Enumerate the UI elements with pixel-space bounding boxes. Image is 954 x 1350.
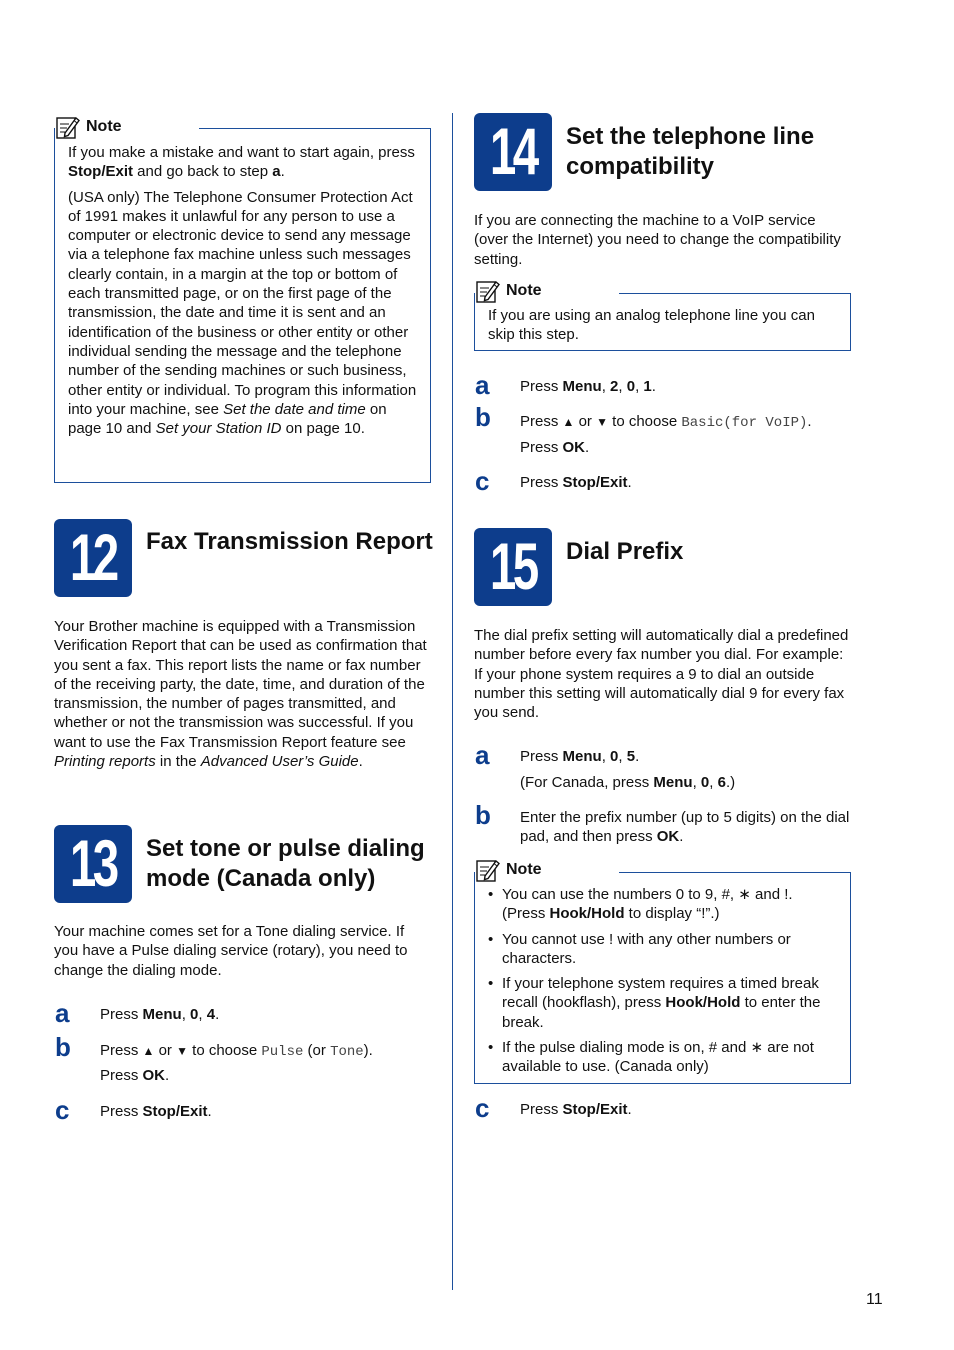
note-bullet: • If your telephone system requires a timed break recall (hookflash), press Hook/Hold to enter the break.	[488, 974, 836, 1032]
step-b-text: Enter the prefix number (up to 5 digits) on the dial pad, and then press OK.	[520, 809, 850, 846]
step-letter-c: c	[475, 1093, 490, 1123]
step-c-text: Press Stop/Exit.	[520, 1101, 632, 1118]
note-top-rule	[619, 293, 850, 294]
step-letter-a: a	[55, 998, 70, 1028]
step-a-text: Press Menu, 0, 5.	[520, 748, 640, 765]
note-body	[488, 885, 836, 1083]
down-arrow-icon: ▼	[596, 415, 608, 429]
step-b-text: Press ▲ or ▼ to choose Basic(for VoIP).	[520, 413, 812, 431]
section-body: If you are connecting the machine to a VoIP service (over the Internet) you need to change the compatibility setting.	[474, 212, 841, 268]
note-header	[476, 279, 550, 303]
note-pencil-icon	[56, 115, 80, 139]
section-title: Dial Prefix	[566, 538, 684, 565]
step-letter-b: b	[55, 1032, 71, 1062]
note-top-rule	[199, 128, 430, 129]
step-letter-b: b	[475, 800, 491, 830]
step-letter-b: b	[475, 402, 491, 432]
section-body: The dial prefix setting will automatically dial a predefined number before every fax number you dial. For example: If your phone system requires a 9 to dial an outside number this setting will automatically dial 9 for every fax you send.	[474, 627, 849, 722]
step-letter-c: c	[55, 1095, 70, 1125]
note-bullet: • If the pulse dialing mode is on, # and ∗ are not available to use. (Canada only)	[488, 1038, 836, 1077]
step-c-text: Press Stop/Exit.	[100, 1103, 212, 1120]
note-bullet: • You cannot use ! with any other numbers or characters.	[488, 930, 836, 969]
section-title: Set the telephone line compatibility	[566, 123, 815, 180]
section-title: Set tone or pulse dialing mode (Canada only)	[146, 835, 425, 892]
link-printing-reports[interactable]: Printing reports	[54, 753, 156, 771]
up-arrow-icon: ▲	[562, 415, 575, 429]
step-c-text: Press Stop/Exit.	[520, 474, 632, 491]
section-body: Your Brother machine is equipped with a Transmission Verification Report that can be used as confirmation that you sent a fax. This report lists the name or fax number of the receiving party, the date, time, and duration of the transmission, the number of pages transmitted, and whether or not the transmission was successful. If you want to use the Fax Transmission Report feature see Printing reports in the Advanced User’s Guide.	[54, 618, 427, 771]
note-body: If you are using an analog telephone line you can skip this step.	[488, 307, 815, 344]
step-letter-c: c	[475, 466, 490, 496]
section-title: Fax Transmission Report	[146, 528, 433, 555]
step-number-badge: 14	[474, 113, 552, 191]
step-letter-a: a	[475, 370, 490, 400]
note-header	[56, 115, 130, 139]
note-paragraph: (USA only) The Telephone Consumer Protection Act of 1991 makes it unlawful for any person to use a computer or electronic device to send any message via a telephone fax machine unless such messages clearly contain, in a margin at the top or bottom of each transmitted page, or on the first page of the transmission, the date and time it is sent and an identification of the business or other entity or other individual sending the message and the telephone number of the sending machines or such business, other entity or individual. To program this information into your machine, see Set the date and time on page 10 and Set your Station ID on page 10.	[68, 188, 417, 438]
note-pencil-icon	[476, 858, 500, 882]
note-pencil-icon	[476, 279, 500, 303]
link-set-station-id[interactable]: Set your Station ID	[155, 420, 282, 438]
note-top-rule	[619, 872, 850, 873]
step-b-press-ok: Press OK.	[100, 1067, 170, 1084]
step-number-badge: 13	[54, 825, 132, 903]
note-header	[476, 858, 550, 882]
step-letter-a: a	[475, 740, 490, 770]
step-b-text: Press ▲ or ▼ to choose Pulse (or Tone).	[100, 1042, 373, 1060]
column-divider	[452, 113, 453, 1290]
step-a-canada: (For Canada, press Menu, 0, 6.)	[520, 774, 736, 791]
section-body: Your machine comes set for a Tone dialing service. If you have a Pulse dialing service (rotary), you need to change the dialing mode.	[54, 923, 408, 979]
step-number-badge: 15	[474, 528, 552, 606]
link-set-date-time[interactable]: Set the date and time	[223, 400, 366, 418]
up-arrow-icon: ▲	[142, 1044, 155, 1058]
down-arrow-icon: ▼	[176, 1044, 188, 1058]
step-b-press-ok: Press OK.	[520, 439, 590, 456]
step-a-text: Press Menu, 2, 0, 1.	[520, 378, 656, 395]
page-number: 11	[866, 1291, 883, 1308]
note-paragraph: If you make a mistake and want to start again, press Stop/Exit and go back to step a.	[68, 144, 415, 181]
note-label: Note	[86, 118, 122, 136]
note-label: Note	[506, 861, 542, 879]
step-a-text: Press Menu, 0, 4.	[100, 1006, 220, 1023]
note-bullet: • You can use the numbers 0 to 9, #, ∗ and !. (Press Hook/Hold to display “!”.)	[488, 885, 836, 924]
step-number-badge: 12	[54, 519, 132, 597]
note-body	[68, 143, 420, 444]
note-label: Note	[506, 282, 542, 300]
